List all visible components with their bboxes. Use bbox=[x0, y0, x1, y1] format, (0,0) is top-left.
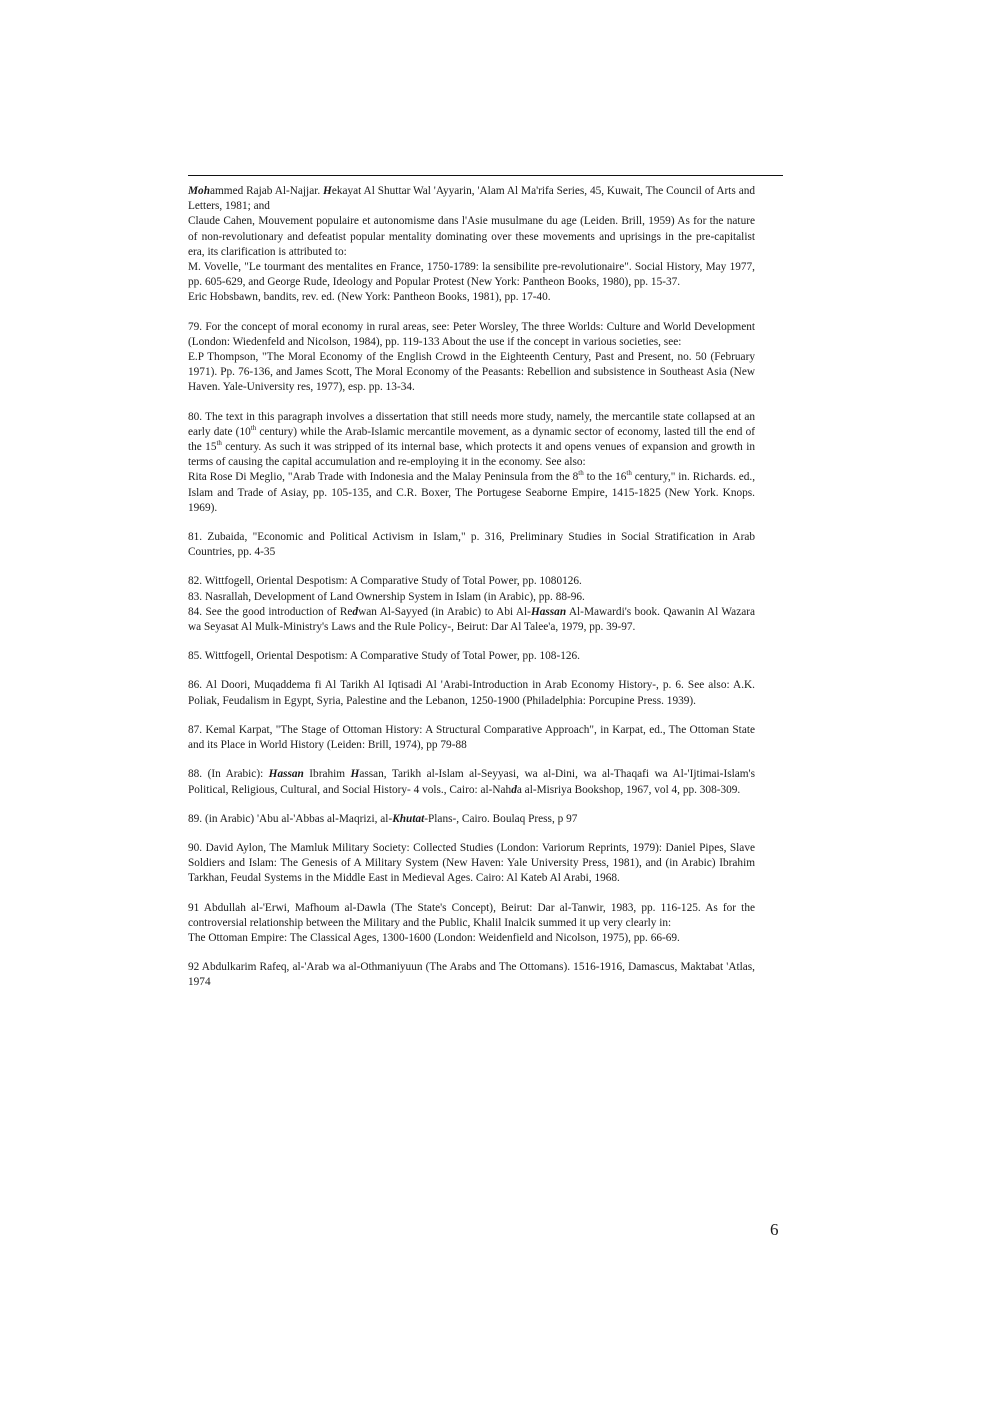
text-run: to the 16 bbox=[583, 471, 627, 484]
footnote-82: 82. Wittfogell, Oriental Despotism: A Comparative Study of Total Power, pp. 1080126. bbox=[188, 575, 582, 588]
text-run: 84. See the good introduction of Re bbox=[188, 605, 353, 618]
superscript: th bbox=[250, 424, 257, 433]
text-run: Hassan bbox=[268, 768, 304, 781]
text-run: Al-Mawardi's book. Qawanin Al Wazara wa Seyasat Al Mulk-Ministry's Laws and the Rule Policy-, Beirut: Dar Al Talee'a, 1979, pp. 39-97. bbox=[188, 605, 755, 634]
footnote-91-continued: The Ottoman Empire: The Classical Ages, 1300-1600 (London: Weidenfield and Nicolson, 1975), pp. 66-69. bbox=[188, 931, 680, 944]
text-run: 88. (In Arabic): bbox=[188, 768, 269, 781]
text-run: assan, Tarikh al-Islam al-Seyyasi, wa al-Dini, wa al-Thaqafi wa Al-'Ijtimai-Islam's Political, Religious, Cultural, and Social History- 4 vols., Cairo: al-Nah bbox=[188, 768, 755, 796]
footnote-87: 87. Kemal Karpat, "The Stage of Ottoman History: A Structural Comparative Approach", in Karpat, ed., The Ottoman State and its Place in World History (Leiden: Brill, 1974), pp 79-88 bbox=[188, 723, 755, 752]
footnote-continuation-vovelle: M. Vovelle, "Le tourmant des mentalites en France, 1750-1789: la sensibilite pre-revolutionaire". Social History, May 1977, pp. 605-629, and George Rude, Ideology and Popular Protest (New York: Pantheon Books, 1980), pp. 15-37. bbox=[188, 261, 755, 289]
superscript: th bbox=[216, 439, 222, 448]
text-run: a al-Misriya Bookshop, 1967, vol 4, pp. 308-309. bbox=[516, 783, 741, 796]
text-run: -Plans-, Cairo. Boulaq Press, p 97 bbox=[424, 812, 578, 825]
footnote-continuation-hobsbawn: Eric Hobsbawn, bandits, rev. ed. (New York: Pantheon Books, 1981), pp. 17-40. bbox=[188, 291, 551, 304]
footnote-84 bbox=[188, 605, 755, 635]
footnote-83: 83. Nasrallah, Development of Land Ownership System in Islam (in Arabic), pp. 88-96. bbox=[188, 590, 585, 603]
text-run: d bbox=[352, 605, 359, 618]
page-number: 6 bbox=[770, 1220, 779, 1239]
superscript: th bbox=[626, 469, 632, 478]
text-run: Khutat bbox=[392, 812, 425, 825]
footnote-separator-rule bbox=[188, 175, 783, 176]
superscript: th bbox=[578, 469, 584, 478]
footnote-79: 79. For the concept of moral economy in rural areas, see: Peter Worsley, The three Worlds: Culture and World Development (London: Wiedenfeld and Nicolson, 1984), pp. 119-133 About the use if the concept in various societies, see: bbox=[188, 320, 755, 348]
text-run: century) while the Arab-Islamic mercantile movement, as a dynamic sector of economy, lasted till the end of the 15 bbox=[188, 425, 755, 454]
text-run: ekayat Al Shuttar Wal 'Ayyarin, 'Alam Al Ma'rifa Series, 45, Kuwait, The Council of Arts and Letters, 1981; and bbox=[188, 185, 756, 213]
text-run: H bbox=[323, 185, 332, 197]
footnote-79-continued: E.P Thompson, "The Moral Economy of the English Crowd in the Eighteenth Century, Past and Present, no. 50 (February 1971). Pp. 76-136, and James Scott, The Moral Economy of the Peasants: Rebellion and subsistence in Southeast Asia (New Haven. Yale-University res, 1977), esp. pp. 13-34. bbox=[188, 351, 755, 394]
footnote-89 bbox=[188, 812, 755, 827]
text-run: a bbox=[209, 185, 215, 197]
text-run: mmed Rajab Al-Najjar. bbox=[215, 185, 324, 197]
footnotes bbox=[188, 184, 755, 991]
footnote-continuation-cahen: Claude Cahen, Mouvement populaire et autonomisme dans l'Asie musulmane du age (Leiden. Brill, 1959) As for the nature of non-revolutionary and defeatist popular mentality dominating over these movements and uprisings in the pre-capitalist era, its clarification is attributed to: bbox=[188, 215, 755, 258]
text-run: H bbox=[350, 768, 360, 781]
footnote-90: 90. David Aylon, The Mamluk Military Society: Collected Studies (London: Variorum Reprints, 1979): Daniel Pipes, Slave Soldiers and Islam: The Genesis of A Military System (New Haven: Yale University Press, 1981), and (in Arabic) Ibrahim Tarkhan, Feudal Systems in the Middle East in Medieval Ages. Cairo: Al Kateb Al Arabi, 1968. bbox=[188, 841, 755, 885]
footnote-86: 86. Al Doori, Muqaddema fi Al Tarikh Al Iqtisadi Al 'Arabi-Introduction in Arab Economy History-, p. 6. See also: A.K. Poliak, Feudalism in Egypt, Syria, Palestine and the Lebanon, 1250-1900 (Philadelphia: Porcupine Press. 1939). bbox=[188, 679, 755, 707]
text-run: wan Al-Sayyed (in Arabic) to Abi Al- bbox=[358, 605, 531, 618]
text-run: Moh bbox=[188, 185, 210, 197]
footnote-92: 92 Abdulkarim Rafeq, al-'Arab wa al-Othmaniyuun (The Arabs and The Ottomans). 1516-1916, Damascus, Maktabat 'Atlas, 1974 bbox=[188, 961, 755, 989]
footnote-85: 85. Wittfogell, Oriental Despotism: A Comparative Study of Total Power, pp. 108-126. bbox=[188, 650, 580, 663]
text-run: Ibrahim bbox=[303, 768, 351, 781]
text-run: century. As such it was stripped of its internal base, which protects it and opens venues of expansion and growth in terms of causing the capital accumulation and re-employing it in the economy. See also: bbox=[188, 441, 755, 469]
footnote-continuation-najjar bbox=[188, 184, 755, 214]
footnote-91: 91 Abdullah al-'Erwi, Mafhoum al-Dawla (The State's Concept), Beirut: Dar al-Tanwir, 1983, pp. 116-125. As for the controversial relationship between the Military and the Public, Khalil Inalcik summed it up very clearly in: bbox=[188, 901, 755, 929]
text-run: 80. The text in this paragraph involves a dissertation that still needs more study, namely, the mercantile state collapsed at an early date (10 bbox=[188, 410, 755, 438]
text-run: Rita Rose Di Meglio, "Arab Trade with Indonesia and the Malay Peninsula from the 8 bbox=[188, 471, 579, 484]
footnote-80 bbox=[188, 410, 755, 471]
text-run: d bbox=[511, 783, 517, 796]
footnote-80-continued bbox=[188, 470, 755, 516]
footnote-81: 81. Zubaida, "Economic and Political Activism in Islam," p. 316, Preliminary Studies in Social Stratification in Arab Countries, pp. 4-35 bbox=[188, 531, 755, 559]
text-run: Hassan bbox=[530, 605, 567, 618]
footnote-88 bbox=[188, 767, 755, 797]
text-run: century," in. Richards. ed., Islam and Trade of Asiay, pp. 105-135, and C.R. Boxer, The Portugese Seaborne Empire, 1415-1825 (New York. Knops. 1969). bbox=[188, 471, 756, 514]
text-run: 89. (in Arabic) 'Abu al-'Abbas al-Maqrizi, al- bbox=[188, 812, 393, 825]
